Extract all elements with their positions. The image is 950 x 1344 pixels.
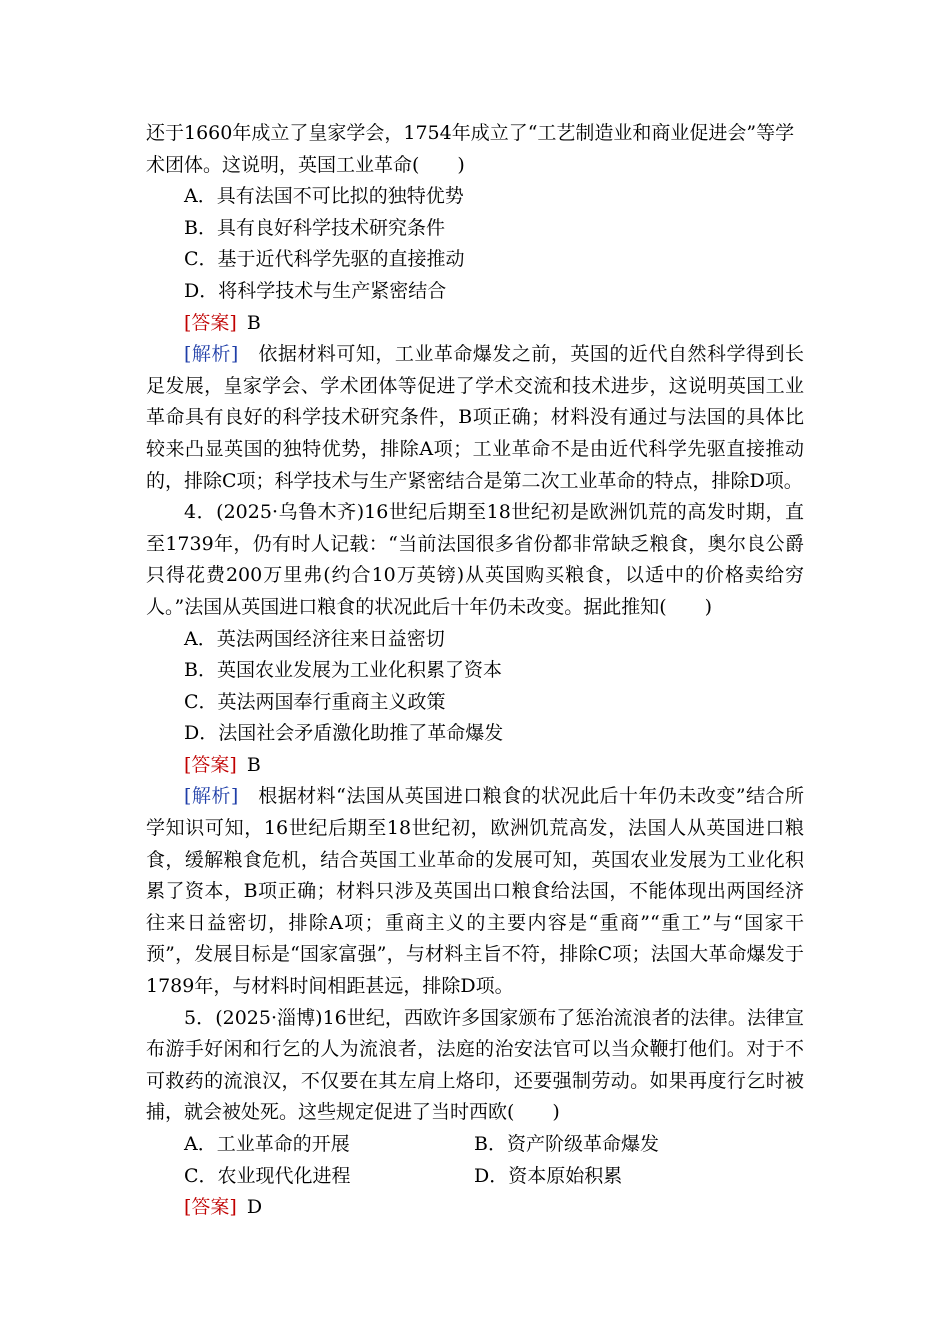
q3-option-a: A．具有法国不可比拟的独特优势: [184, 185, 464, 208]
q5-stem: 5．(2025·淄博)16世纪，西欧许多国家颁布了惩治流浪者的法律。法律宣布游手好闲和行乞的人为流浪者，法庭的治安法官可以当众鞭打他们。对于不可救药的流浪汉，不仅要在其左肩上烙印，还要强制劳动。如果再度行乞时被捕，就会被处死。这些规定促进了当时西欧( ): [146, 1006, 804, 1124]
q3-analysis: [146, 339, 804, 497]
q4-option-b: B．英国农业发展为工业化积累了资本: [184, 659, 502, 682]
answer-value: D: [246, 1196, 263, 1219]
q3-option-d: D．将科学技术与生产紧密结合: [184, 279, 447, 302]
q5-option-d: D．资本原始积累: [474, 1164, 623, 1187]
q4-option-d: D．法国社会矛盾激化助推了革命爆发: [184, 722, 504, 745]
analysis-text: 依据材料可知，工业革命爆发之前，英国的近代自然科学得到长足发展，皇家学会、学术团体等促进了学术交流和技术进步，这说明英国工业革命具有良好的科学技术研究条件，B项正确；材料没有通过与法国的具体比较来凸显英国的独特优势，排除A项；工业革命不是由近代科学先驱直接推动的，排除C项；科学技术与生产紧密结合是第二次工业革命的特点，排除D项。: [146, 343, 804, 492]
q4-answer: [146, 750, 804, 782]
q5-option-a: A．工业革命的开展: [184, 1133, 350, 1155]
q3-stem-line-2: 术团体。这说明，英国工业革命( ): [146, 153, 465, 176]
q3-answer: [146, 308, 804, 340]
q5-option-c: C．农业现代化进程: [184, 1164, 351, 1187]
answer-value: B: [246, 753, 261, 776]
q5-options-row-2: [146, 1161, 804, 1193]
q5-options-row-1: [146, 1129, 804, 1161]
q3-stem: [146, 118, 804, 181]
answer-value: B: [246, 311, 261, 334]
analysis-tag: [解析]: [184, 785, 239, 808]
answer-tag: [答案]: [184, 311, 237, 334]
answer-tag: [答案]: [184, 753, 237, 776]
analysis-tag: [解析]: [184, 343, 239, 366]
q5-option-b: B．资产阶级革命爆发: [474, 1133, 659, 1155]
answer-tag: [答案]: [184, 1196, 237, 1219]
q3-stem-line-1: 还于1660年成立了皇家学会，1754年成立了“工艺制造业和商业促进会”等学: [146, 122, 795, 144]
analysis-text: 根据材料“法国从英国进口粮食的状况此后十年仍未改变”结合所学知识可知，16世纪后期至18世纪初，欧洲饥荒高发，法国人从英国进口粮食，缓解粮食危机，结合英国工业革命的发展可知，英国农业发展为工业化积累了资本，B项正确；材料只涉及英国出口粮食给法国，不能体现出两国经济往来日益密切，排除A项；重商主义的主要内容是“重商”“重工”与“国家干预”，发展目标是“国家富强”，与材料主旨不符，排除C项；法国大革命爆发于1789年，与材料时间相距甚远，排除D项。: [146, 785, 804, 998]
q3-option-b: B．具有良好科学技术研究条件: [184, 216, 445, 239]
q4-stem: 4．(2025·乌鲁木齐)16世纪后期至18世纪初是欧洲饥荒的高发时期，直至1739年，仍有时人记载：“当前法国很多省份都非常缺乏粮食，奥尔良公爵只得花费200万里弗(约合10万英镑)从英国购买粮食，以适中的价格卖给穷人。”法国从英国进口粮食的状况此后十年仍未改变。据此推知( ): [146, 501, 804, 618]
q4-analysis: [146, 781, 804, 1002]
q4-option-a: A．英法两国经济往来日益密切: [184, 627, 445, 650]
q4-option-c: C．英法两国奉行重商主义政策: [184, 690, 446, 713]
q3-option-c: C．基于近代科学先驱的直接推动: [184, 248, 465, 271]
q5-answer: [146, 1192, 804, 1224]
